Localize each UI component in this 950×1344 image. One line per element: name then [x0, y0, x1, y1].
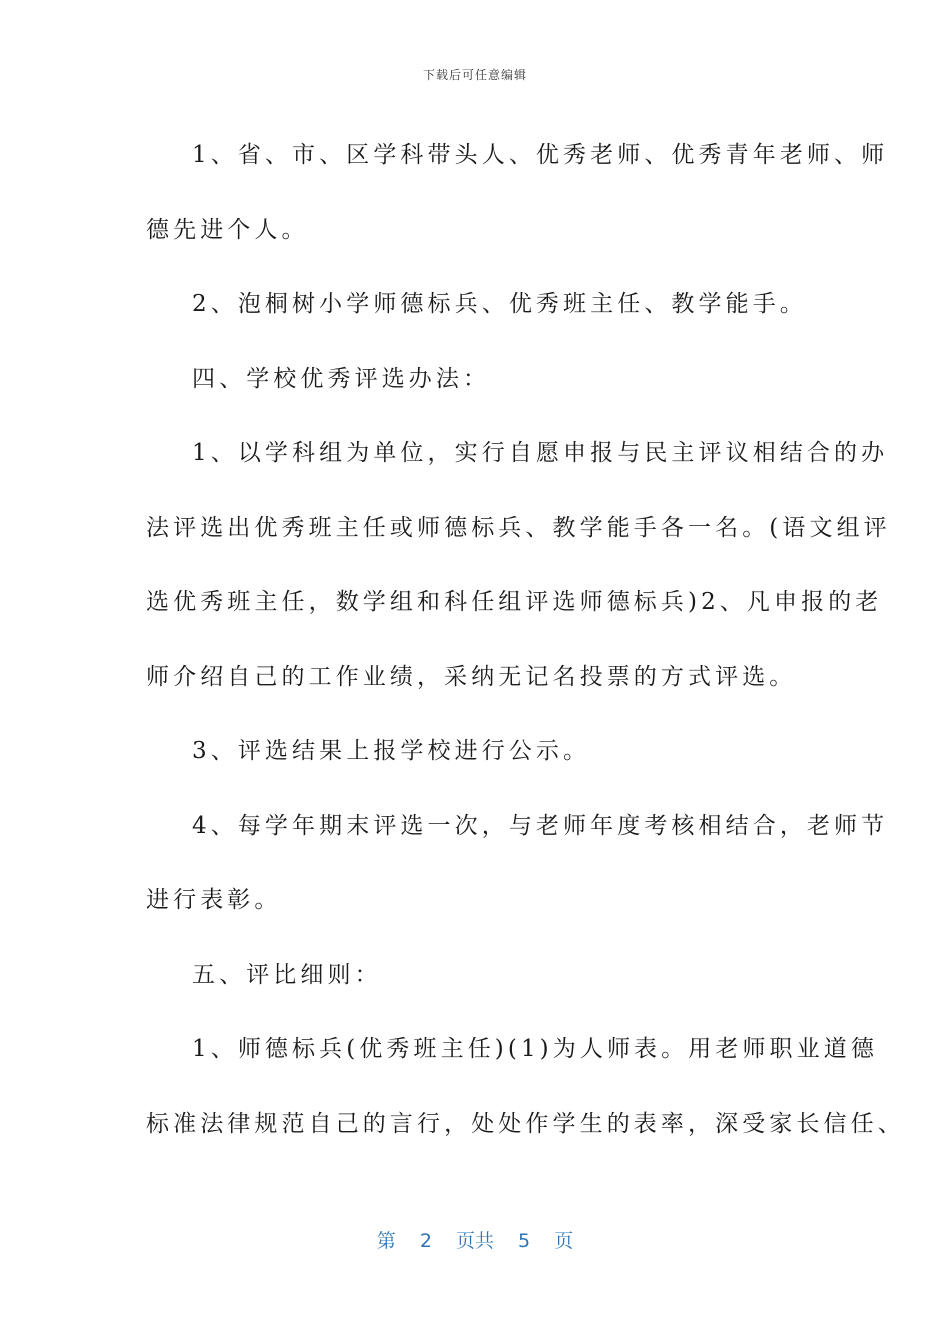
paragraph-line: 德先进个人。: [146, 216, 309, 243]
paragraph-line: 4、每学年期末评选一次，与老师年度考核相结合，老师节: [192, 812, 889, 839]
page-label-suffix: 页: [554, 1230, 574, 1252]
section-heading: 五、评比细则：: [192, 961, 382, 988]
paragraph-line: 3、评选结果上报学校进行公示。: [192, 738, 591, 764]
header-note: 下载后可任意编辑: [422, 68, 527, 82]
page-footer: [0, 1226, 950, 1253]
document-body: [146, 118, 905, 1161]
paragraph-line: 进行表彰。: [146, 887, 282, 913]
page-label-prefix: 第: [376, 1230, 396, 1252]
total-pages-number: 5: [518, 1230, 531, 1252]
paragraph-line: 标准法律规范自己的言行，处处作学生的表率，深受家长信任、: [146, 1110, 905, 1137]
current-page-number: 2: [419, 1230, 432, 1252]
paragraph-line: 法评选出优秀班主任或师德标兵、教学能手各一名。(语文组评: [146, 514, 891, 541]
paragraph-line: 1、省、市、区学科带头人、优秀老师、优秀青年老师、师: [192, 142, 889, 168]
paragraph-line: 2、泡桐树小学师德标兵、优秀班主任、教学能手。: [192, 291, 807, 317]
paragraph-line: 师介绍自己的工作业绩，采纳无记名投票的方式评选。: [146, 663, 797, 690]
page-label-middle: 页共: [455, 1230, 494, 1252]
paragraph-line: 1、以学科组为单位，实行自愿申报与民主评议相结合的办: [192, 440, 889, 466]
section-heading: 四、学校优秀评选办法：: [192, 365, 491, 392]
paragraph-line: 1、师德标兵(优秀班主任)(1)为人师表。用老师职业道德: [192, 1036, 878, 1062]
paragraph-line: 选优秀班主任，数学组和科任组评选师德标兵)2、凡申报的老: [146, 589, 883, 615]
